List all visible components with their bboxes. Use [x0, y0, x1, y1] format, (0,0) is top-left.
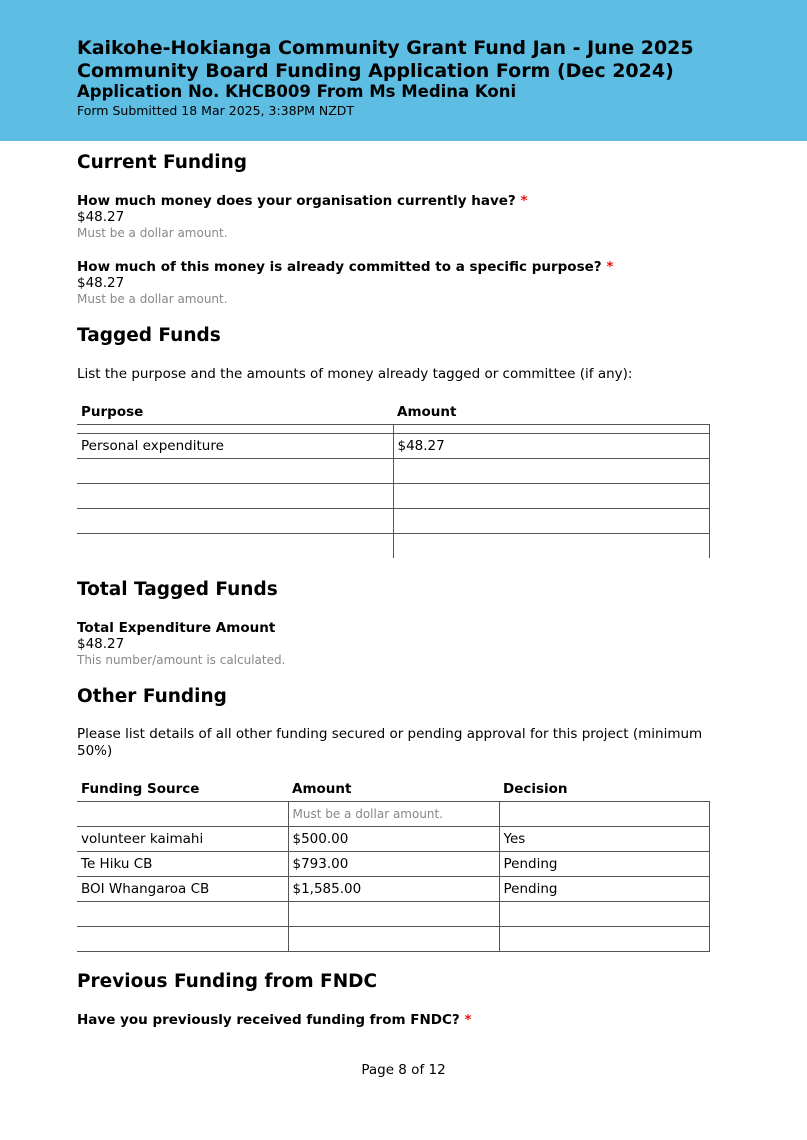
amount-cell — [393, 484, 710, 509]
decision-cell: Yes — [499, 827, 710, 852]
total-expenditure-label: Total Expenditure Amount — [77, 620, 276, 636]
required-marker: * — [606, 259, 614, 275]
section-heading-current-funding: Current Funding — [77, 152, 248, 173]
table-row — [77, 902, 710, 927]
decision-cell — [499, 802, 710, 827]
table-row — [77, 459, 710, 484]
form-header — [0, 0, 807, 141]
funding-source-cell: BOI Whangaroa CB — [77, 877, 288, 902]
funding-source-cell — [77, 902, 288, 927]
section-heading-total-tagged-funds: Total Tagged Funds — [77, 579, 278, 600]
amount-cell — [393, 534, 710, 559]
amount-cell — [393, 459, 710, 484]
answer-committed-money: $48.27 — [77, 275, 125, 291]
hint-calculated: This number/amount is calculated. — [77, 653, 286, 667]
hint-dollar-amount: Must be a dollar amount. — [77, 226, 228, 240]
form-title-line2: Community Board Funding Application Form (Dec 2024) — [77, 60, 674, 82]
purpose-cell — [77, 459, 393, 484]
table-row — [77, 927, 710, 952]
amount-cell: $793.00 — [288, 852, 499, 877]
funding-source-cell — [77, 802, 288, 827]
table-row — [77, 827, 710, 852]
decision-cell — [499, 902, 710, 927]
question-label: How much money does your organisation currently have? — [77, 193, 516, 209]
other-funding-intro: Please list details of all other funding secured or pending approval for this project (minimum 50%) — [77, 726, 703, 759]
table-row — [77, 434, 710, 459]
table-row — [77, 484, 710, 509]
purpose-cell — [77, 534, 393, 559]
column-header-decision: Decision — [499, 777, 710, 802]
amount-cell — [393, 509, 710, 534]
question-label: Have you previously received funding from FNDC? — [77, 1012, 460, 1028]
tagged-funds-table — [77, 400, 710, 558]
column-header-amount: Amount — [393, 400, 710, 425]
question-current-money — [77, 193, 528, 209]
page-number: Page 8 of 12 — [361, 1062, 446, 1078]
section-heading-tagged-funds: Tagged Funds — [77, 325, 221, 346]
funding-source-cell: Te Hiku CB — [77, 852, 288, 877]
purpose-cell: Personal expenditure — [77, 434, 393, 459]
required-marker: * — [520, 193, 528, 209]
amount-cell — [288, 902, 499, 927]
total-expenditure-value: $48.27 — [77, 636, 125, 652]
funding-source-cell: volunteer kaimahi — [77, 827, 288, 852]
amount-hint-cell: Must be a dollar amount. — [288, 802, 499, 827]
purpose-cell — [77, 484, 393, 509]
hint-dollar-amount: Must be a dollar amount. — [77, 292, 228, 306]
other-funding-table — [77, 777, 710, 952]
table-row — [77, 877, 710, 902]
submitted-timestamp: Form Submitted 18 Mar 2025, 3:38PM NZDT — [77, 103, 355, 118]
table-spacer-cell — [77, 425, 393, 434]
amount-cell: $1,585.00 — [288, 877, 499, 902]
question-label: How much of this money is already committed to a specific purpose? — [77, 259, 602, 275]
decision-cell — [499, 927, 710, 952]
amount-cell — [288, 927, 499, 952]
section-heading-previous-funding: Previous Funding from FNDC — [77, 971, 378, 992]
required-marker: * — [464, 1012, 472, 1028]
tagged-funds-intro: List the purpose and the amounts of money already tagged or committee (if any): — [77, 366, 633, 382]
form-title-line1: Kaikohe-Hokianga Community Grant Fund Jan - June 2025 — [77, 37, 694, 59]
table-row — [77, 534, 710, 559]
column-header-amount: Amount — [288, 777, 499, 802]
decision-cell: Pending — [499, 852, 710, 877]
application-number: Application No. KHCB009 From Ms Medina Koni — [77, 82, 517, 101]
table-row — [77, 802, 710, 827]
funding-source-cell — [77, 927, 288, 952]
table-row — [77, 509, 710, 534]
question-previous-funding — [77, 1012, 472, 1028]
answer-current-money: $48.27 — [77, 209, 125, 225]
table-row — [77, 852, 710, 877]
table-spacer-cell — [393, 425, 710, 434]
section-heading-other-funding: Other Funding — [77, 686, 227, 707]
column-header-purpose: Purpose — [77, 400, 393, 425]
purpose-cell — [77, 509, 393, 534]
amount-cell: $48.27 — [393, 434, 710, 459]
question-committed-money — [77, 259, 613, 275]
column-header-funding-source: Funding Source — [77, 777, 288, 802]
amount-cell: $500.00 — [288, 827, 499, 852]
decision-cell: Pending — [499, 877, 710, 902]
